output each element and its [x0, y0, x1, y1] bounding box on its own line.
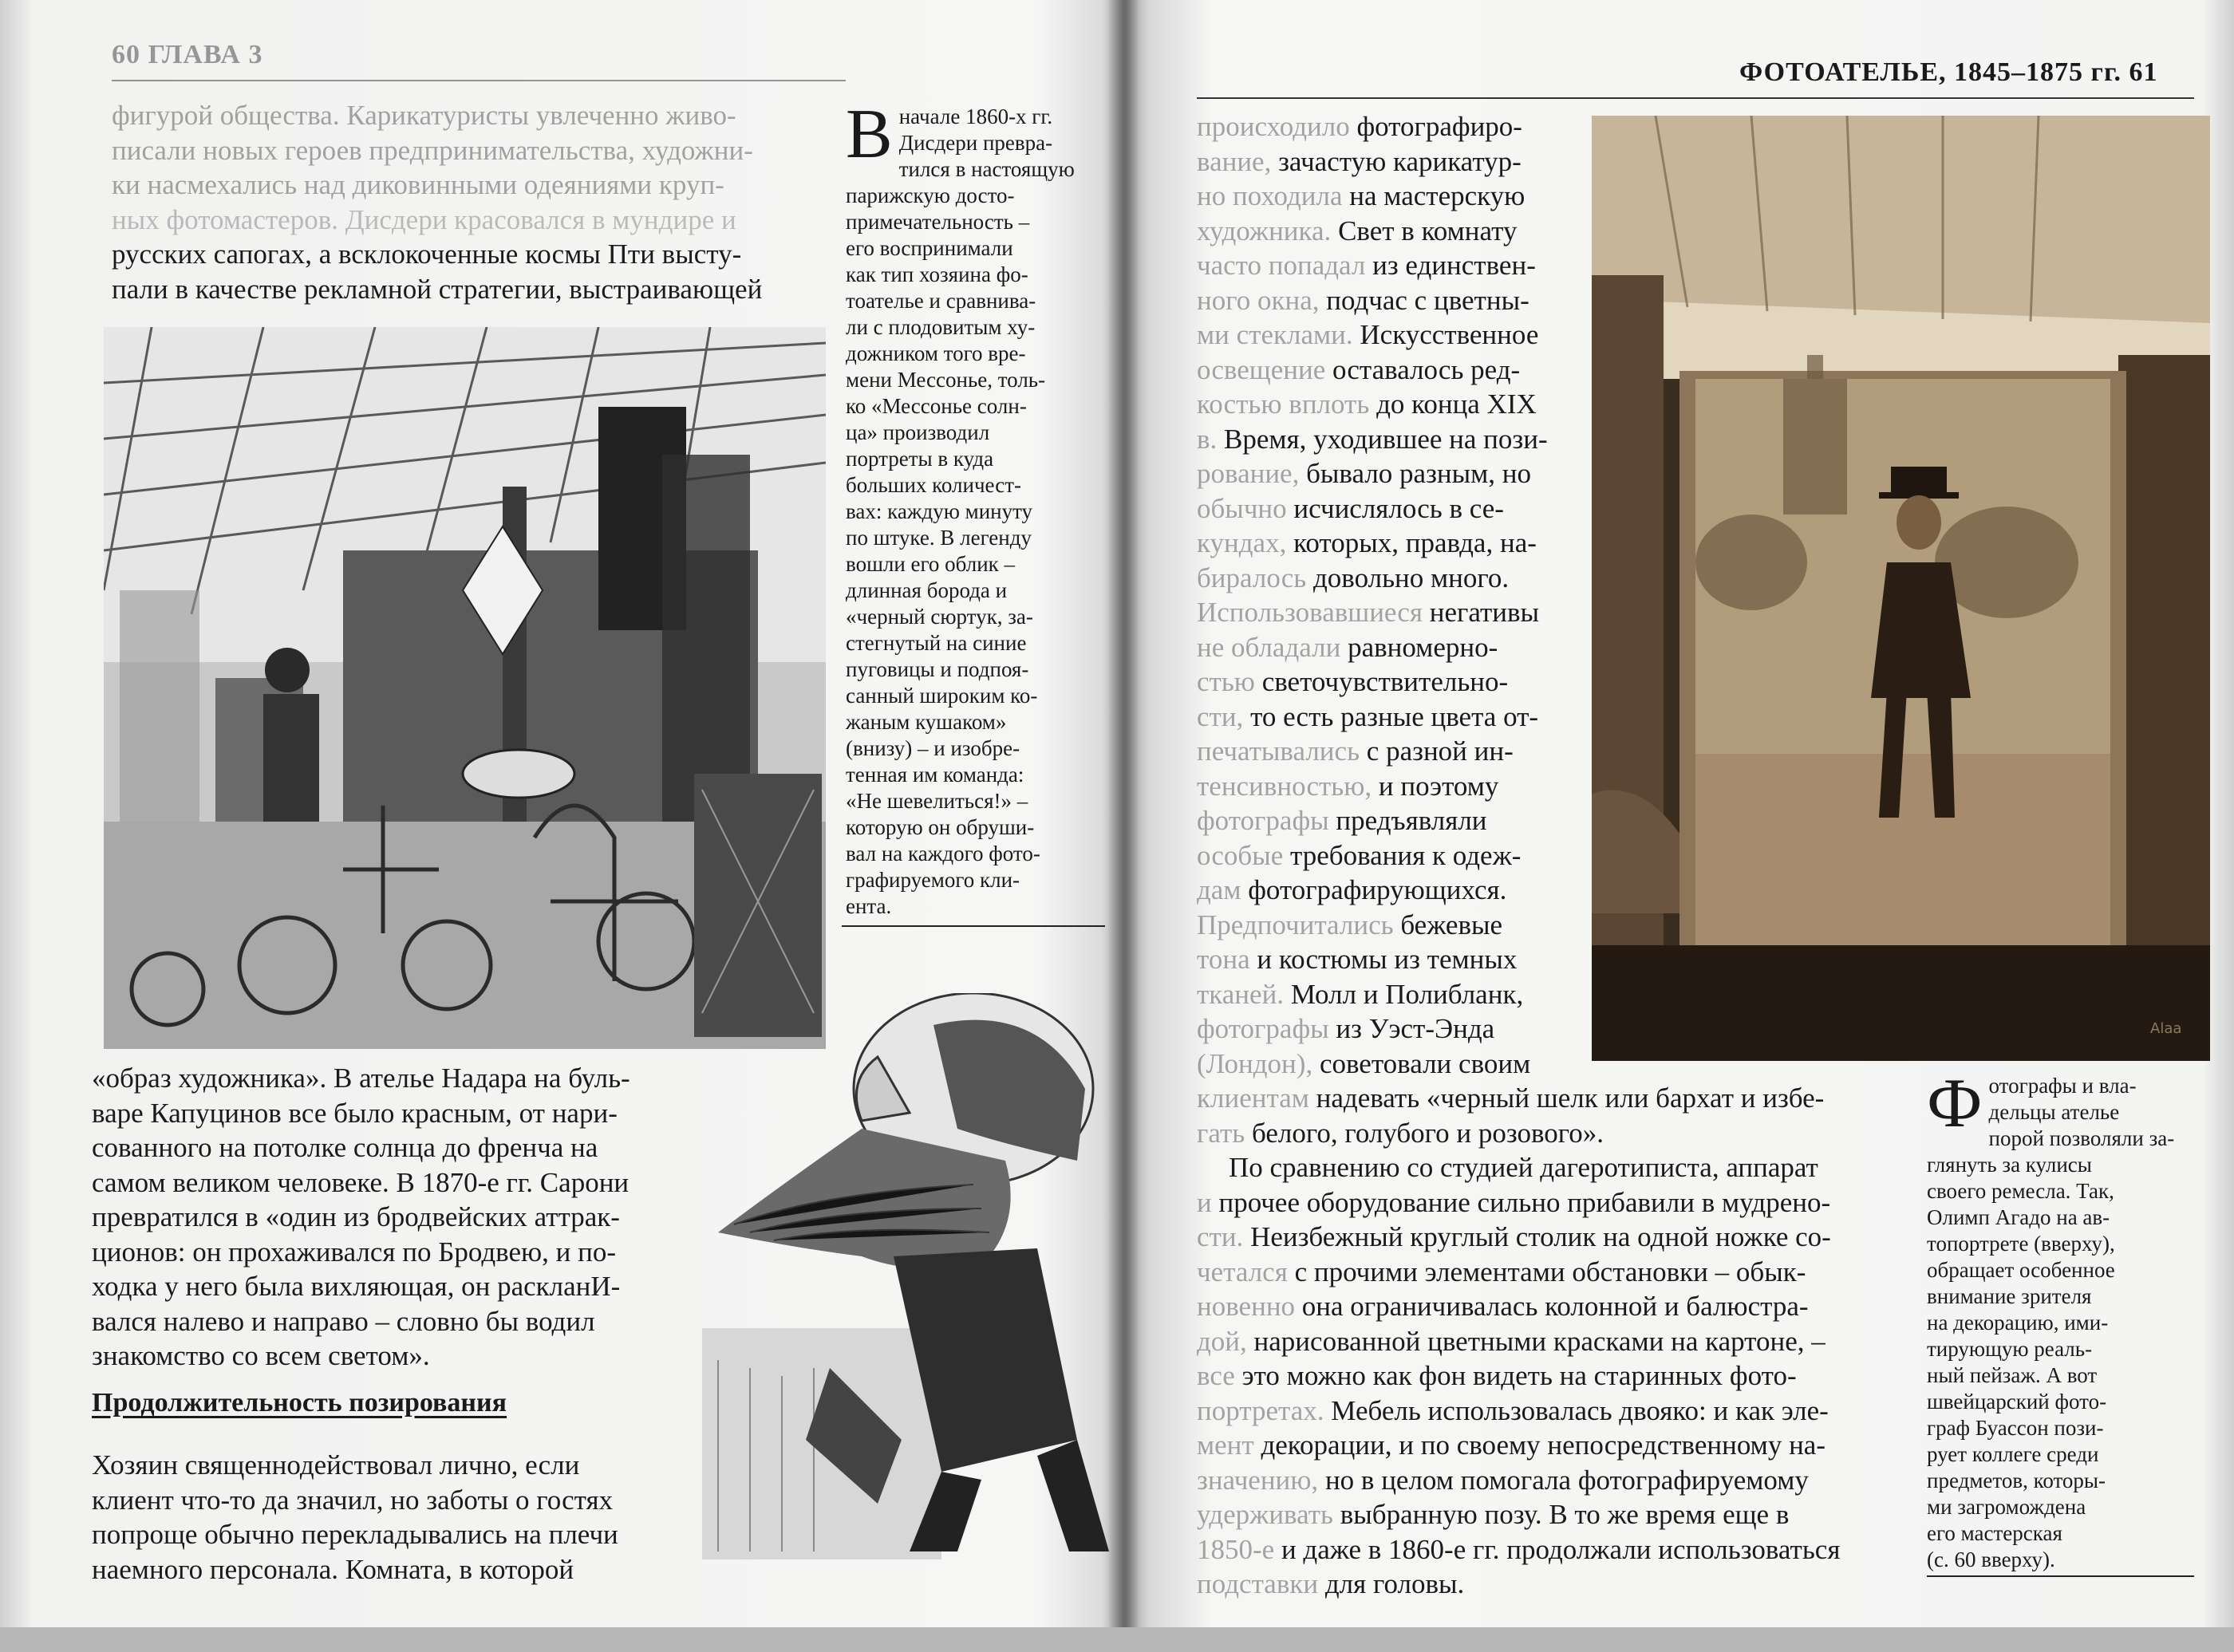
caption-line: предметов, которы-: [1927, 1469, 2106, 1492]
text-line: ционов: он прохаживался по Бродвею, и по-: [92, 1236, 617, 1268]
text-line: художника. Свет в комнату: [1197, 215, 1518, 246]
text-line: обычно исчислялось в се-: [1197, 492, 1504, 524]
text-line: костью вплоть до конца XIX: [1197, 388, 1537, 420]
caption-line: своего ремесла. Так,: [1927, 1179, 2114, 1203]
caption-line: порой позволяли за-: [1988, 1126, 2175, 1150]
text-line: 1850-е и даже в 1860-е гг. продолжали использоваться: [1197, 1533, 1841, 1565]
caption-line: ко «Мессонье солн-: [846, 394, 1027, 418]
text-line: гать белого, голубого и розового».: [1197, 1117, 1604, 1149]
text-line: (Лондон), советовали своим: [1197, 1047, 1531, 1079]
text-line: дой, нарисованной цветными красками на картоне, –: [1197, 1325, 1825, 1357]
text-line: сованного на потолке солнца до френча на: [92, 1132, 598, 1163]
text-line: тенсивностью, и поэтому: [1197, 770, 1499, 802]
book-bottom-edge: [0, 1627, 2234, 1652]
text-line: попроще обычно перекладывались на плечи: [92, 1519, 618, 1550]
caption-line: отографы и вла-: [1988, 1074, 2137, 1098]
left-bottom-text: [92, 1061, 714, 1374]
caption-line: графируемого кли-: [846, 868, 1020, 892]
text-line: и прочее оборудование сильно прибавили в мудрено-: [1197, 1186, 1831, 1218]
caption-line: санный широким ко-: [846, 684, 1038, 708]
text-line: По сравнению со студией дагеротиписта, аппарат: [1229, 1152, 1818, 1183]
text-line: клиент что-то да значил, но заботы о гостях: [92, 1484, 614, 1516]
caption-line: парижскую досто-: [846, 183, 1015, 207]
caption-line: стегнутый на синие: [846, 631, 1027, 655]
left-sidebar-rule: [842, 925, 1105, 927]
right-sidebar-rule: [1927, 1575, 2194, 1577]
caption-line: по штуке. В легенду: [846, 526, 1032, 550]
text-line: ки насмехались над диковинными одеяниями круп-: [112, 169, 724, 200]
caption-line: жаным кушаком»: [846, 710, 1007, 734]
text-line: ных фотомастеров. Дисдери красовался в мундире и: [112, 203, 736, 235]
text-line: фотографы предъявляли: [1197, 805, 1487, 836]
right-dropcap: Ф: [1927, 1065, 1983, 1142]
caption-line: его мастерская: [1927, 1521, 2062, 1545]
left-running-head: 60 ГЛАВА 3: [112, 40, 263, 69]
text-line: сти, то есть разные цвета от-: [1197, 700, 1539, 732]
text-line: клиентам надевать «черный шелк или бархат и избе-: [1197, 1082, 1825, 1114]
text-line: «образ художника». В ателье Надара на буль-: [92, 1063, 630, 1094]
text-line: фотографы из Уэст-Энда: [1197, 1013, 1495, 1044]
caption-line: «Не шевелиться!» –: [846, 789, 1028, 813]
caption-line: (с. 60 вверху).: [1927, 1548, 2055, 1571]
left-page: [0, 0, 1125, 1635]
text-line: Использовавшиеся негативы: [1197, 597, 1540, 628]
text-line: удерживать выбранную позу. В то же время еще в: [1197, 1499, 1790, 1530]
text-line: рование, бывало разным, но: [1197, 458, 1532, 489]
left-section-text: [92, 1448, 714, 1587]
text-line: портретах. Мебель использовалась двояко: и как эле-: [1197, 1394, 1829, 1426]
right-running-head: ФОТОАТЕЛЬЕ, 1845–1875 гг. 61: [1739, 57, 2158, 87]
caption-line: вал на каждого фото-: [846, 842, 1040, 865]
caption-line: ми загромождена: [1927, 1495, 2086, 1519]
caption-line: обращает особенное: [1927, 1258, 2115, 1282]
text-line: превратился в «один из бродвейских аттрак-: [92, 1201, 620, 1232]
caption-line: Дисдери превра-: [898, 131, 1053, 155]
caption-line: тоателье и сравнива-: [846, 289, 1036, 313]
text-line: подставки для головы.: [1197, 1568, 1465, 1599]
caption-line: рует коллеге среди: [1927, 1442, 2099, 1466]
text-line: наемного персонала. Комната, в которой: [92, 1553, 574, 1585]
text-line: четался с прочими элементами обстановки – обык-: [1197, 1256, 1806, 1287]
caption-line: начале 1860-х гг.: [898, 104, 1053, 128]
caption-line: как тип хозяина фо-: [846, 262, 1028, 286]
text-line: писали новых героев предпринимательства, художни-: [112, 134, 753, 166]
caption-line: тенная им команда:: [846, 763, 1024, 787]
caption-line: которую он обруши-: [846, 815, 1035, 839]
right-head-rule: [1197, 97, 2194, 99]
text-line: часто попадал из единствен-: [1197, 250, 1536, 281]
text-line: новенно она ограничивалась колонной и балюстра-: [1197, 1291, 1809, 1322]
caption-line: ца» производил: [846, 420, 990, 444]
caption-line: мени Мессонье, толь-: [846, 368, 1046, 392]
left-dropcap: В: [846, 96, 893, 173]
text-line: самом великом человеке. В 1870-е гг. Сарони: [92, 1166, 630, 1198]
caption-line: ный пейзаж. А вот: [1927, 1363, 2098, 1387]
caption-line: портреты в куда: [846, 447, 994, 471]
text-line: кундах, которых, правда, на-: [1197, 527, 1537, 558]
caption-line: Олимп Агадо на ав-: [1927, 1205, 2110, 1229]
disderi-caricature: [702, 993, 1109, 1559]
caption-line: его воспринимали: [846, 236, 1013, 260]
right-page: [1125, 0, 2234, 1635]
right-wide-text: [1197, 1081, 1995, 1602]
text-line: печатывались с разной ин-: [1197, 735, 1514, 767]
caption-line: швейцарский фото-: [1927, 1390, 2107, 1413]
caption-line: внимание зрителя: [1927, 1284, 2092, 1308]
text-line: дам фотографирующихся.: [1197, 874, 1507, 905]
caption-line: ента.: [846, 894, 892, 918]
caption-line: пуговицы и подпоя-: [846, 657, 1029, 681]
caption-line: ли с плодовитым ху-: [846, 315, 1036, 339]
text-line: значению, но в целом помогала фотографируемому: [1197, 1464, 1809, 1496]
text-line: в. Время, уходившее на пози-: [1197, 423, 1548, 455]
caption-line: на декорацию, ими-: [1927, 1311, 2109, 1335]
agado-selfportrait-photo: [1592, 116, 2210, 1061]
text-line: сти. Неизбежный круглый столик на одной ножке со-: [1197, 1221, 1831, 1252]
left-head-rule: [112, 80, 846, 81]
text-line: пали в качестве рекламной стратегии, выстраивающей: [112, 273, 763, 305]
left-top-text: [112, 98, 834, 306]
text-line: вание, зачастую карикатур-: [1197, 145, 1522, 177]
text-line: освещение оставалось ред-: [1197, 353, 1521, 385]
text-line: мент декорации, и по своему непосредственному на-: [1197, 1429, 1825, 1461]
caption-line: глянуть за кулисы: [1927, 1153, 2092, 1177]
right-sidebar-caption: [1927, 1065, 2202, 1573]
left-sidebar-caption: [846, 96, 1117, 920]
caption-line: топортрете (вверху),: [1927, 1232, 2115, 1256]
text-line: русских сапогах, а всклокоченные космы Пти высту-: [112, 239, 742, 270]
text-line: тона и костюмы из темных: [1197, 944, 1518, 975]
studio-interior-photo: [104, 327, 826, 1049]
caption-line: длинная борода и: [846, 578, 1008, 602]
caption-line: больших количест-: [846, 473, 1021, 497]
text-line: все это можно как фон видеть на старинных фото-: [1197, 1360, 1797, 1391]
text-line: Предпочитались бежевые: [1197, 909, 1503, 940]
text-line: варе Капуцинов все было красным, от нари-: [92, 1097, 618, 1129]
caption-line: тирующую реаль-: [1927, 1337, 2093, 1361]
text-line: биралось довольно много.: [1197, 562, 1510, 593]
text-line: стью светочувствительно-: [1197, 666, 1509, 697]
text-line: не обладали равномерно-: [1197, 631, 1498, 663]
caption-line: дельцы ателье: [1988, 1100, 2120, 1124]
text-line: вался налево и направо – словно бы водил: [92, 1305, 595, 1337]
text-line: знакомство со всем светом».: [92, 1340, 430, 1371]
text-line: ми стеклами. Искусственное: [1197, 319, 1539, 350]
caption-line: вошли его облик –: [846, 552, 1016, 576]
text-line: происходило фотографиро-: [1197, 111, 1522, 142]
caption-line: граф Буассон пози-: [1927, 1416, 2104, 1440]
caption-line: примечательность –: [846, 210, 1030, 234]
text-line: но походила на мастерскую: [1197, 180, 1526, 211]
caption-line: тился в настоящую: [898, 157, 1075, 181]
photo-inscription: Alaa: [2150, 1020, 2182, 1037]
text-line: тканей. Молл и Полибланк,: [1197, 978, 1524, 1010]
caption-line: вах: каждую минуту: [846, 499, 1033, 523]
caption-line: (внизу) – и изобре-: [846, 736, 1020, 760]
caption-line: дожником того вре-: [846, 341, 1026, 365]
section-subheading: Продолжительность позирования: [92, 1388, 507, 1417]
text-line: ходка у него была вихляющая, он раскланИ-: [92, 1271, 621, 1302]
text-line: Хозяин священнодействовал лично, если: [92, 1449, 580, 1480]
text-line: фигурой общества. Карикатуристы увлеченно живо-: [112, 100, 736, 131]
caption-line: «черный сюртук, за-: [846, 605, 1033, 629]
text-line: особые требования к одеж-: [1197, 839, 1522, 871]
text-line: ного окна, подчас с цветны-: [1197, 284, 1529, 316]
